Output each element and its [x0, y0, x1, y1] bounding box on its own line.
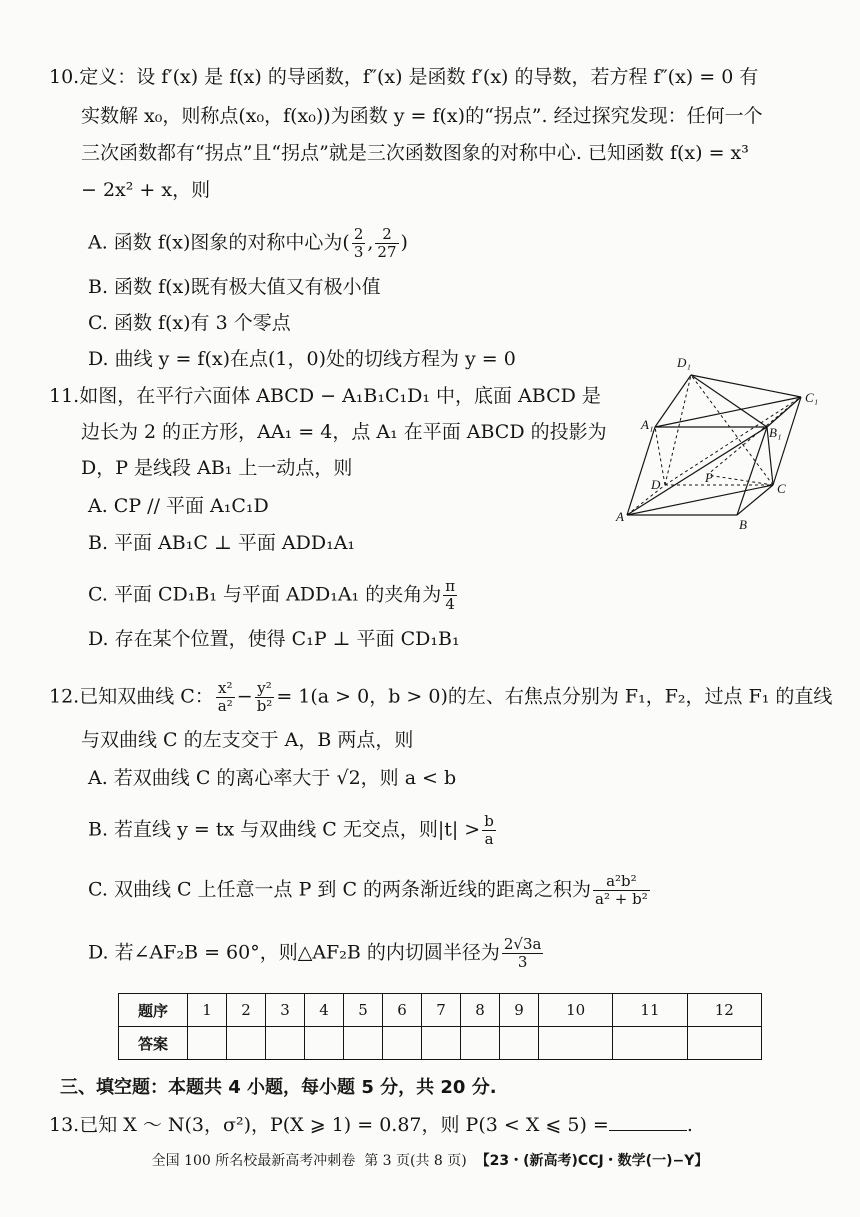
frac-denominator: a²: [217, 697, 233, 715]
parallelepiped-figure: [615, 355, 845, 535]
table-number-cell: 8: [461, 994, 500, 1027]
label-D: D: [651, 477, 661, 492]
table-number-cell: 5: [344, 994, 383, 1027]
label-D1: D₁: [677, 355, 691, 370]
q11-number: 11.: [49, 385, 80, 407]
q12-frac-x: [216, 680, 235, 715]
q11-line2: 边长为 2 的正方形，AA₁ = 4，点 A₁ 在平面 ABCD 的投影为: [81, 421, 607, 443]
q13-period: .: [686, 1114, 693, 1136]
label-B: B: [739, 517, 747, 532]
table-number-cell: 2: [227, 994, 266, 1027]
frac-numerator: x²: [216, 680, 235, 698]
table-number-cell: 11: [613, 994, 687, 1027]
q12-option-d-text: D. 若∠AF₂B = 60°，则△AF₂B 的内切圆半径为: [88, 941, 500, 964]
frac-denominator: a² + b²: [595, 890, 648, 908]
frac-denominator: 27: [377, 243, 397, 261]
q11-text-1: 如图，在平行六面体 ABCD − A₁B₁C₁D₁ 中，底面 ABCD 是: [79, 385, 601, 407]
q12-option-b: [88, 813, 498, 848]
segment-A1C1: [655, 397, 801, 427]
hidden-segment-CP: [707, 475, 773, 485]
answer-table-answer-row: [119, 1027, 762, 1060]
answer-cell[interactable]: [539, 1027, 613, 1060]
q11-option-a: A. CP // 平面 A₁C₁D: [88, 495, 269, 517]
q12-text-1b: = 1(a > 0，b > 0)的左、右焦点分别为 F₁，F₂，过点 F₁ 的直线: [276, 685, 833, 708]
footer-code: 【23・(新高考)CCJ・数学(一)−Y】: [475, 1153, 709, 1169]
q12-option-d-frac: [502, 936, 544, 971]
frac-denominator: b²: [256, 697, 273, 715]
q10-option-b: B. 函数 f(x)既有极大值又有极小值: [88, 276, 381, 298]
segment-AB1: [627, 427, 767, 515]
table-number-cell: 7: [422, 994, 461, 1027]
label-A1: A₁: [641, 417, 654, 432]
table-number-cell: 6: [383, 994, 422, 1027]
label-A: A: [616, 509, 624, 524]
hidden-segment-DC1: [665, 397, 801, 485]
q11-line3: D，P 是线段 AB₁ 上一动点，则: [81, 457, 353, 479]
edge-AA1: [627, 427, 655, 515]
q12-option-c-text: C. 双曲线 C 上任意一点 P 到 C 的两条渐近线的距离之积为: [88, 878, 592, 901]
q10-option-a-text: A. 函数 f(x)图象的对称中心为(: [88, 231, 350, 254]
answer-cell[interactable]: [344, 1027, 383, 1060]
q10-line2: 实数解 x₀，则称点(x₀，f(x₀))为函数 y = f(x)的“拐点”. 经过探究发现：任何一个: [81, 105, 763, 127]
answer-cell[interactable]: [461, 1027, 500, 1060]
q13-number: 13.: [49, 1114, 80, 1136]
q10-number: 10.: [49, 66, 80, 88]
q10-line1: [49, 64, 758, 90]
table-header-question-no: 题序: [119, 994, 188, 1027]
table-header-answer: 答案: [119, 1027, 188, 1060]
q11-option-d: D. 存在某个位置，使得 C₁P ⊥ 平面 CD₁B₁: [88, 628, 460, 650]
frac-numerator: a²b²: [593, 873, 650, 891]
table-number-cell: 3: [266, 994, 305, 1027]
label-C: C: [777, 481, 786, 496]
table-number-cell: 1: [188, 994, 227, 1027]
answer-cell[interactable]: [422, 1027, 461, 1060]
q12-option-c: [88, 873, 652, 908]
hidden-segment-CD1: [691, 375, 773, 485]
q12-number: 12.: [49, 685, 80, 708]
q10-option-a-frac1: [352, 226, 366, 261]
frac-denominator: 4: [445, 595, 455, 613]
q11-option-c-frac: [443, 578, 457, 613]
answer-table: [118, 993, 762, 1060]
q10-option-a: A. 函数 f(x)图象的对称中心为( $\frac{2}{3}$ , $\frac{2}{27}$ ): [88, 225, 408, 261]
q12-option-b-frac: [482, 813, 496, 848]
q10-option-c: C. 函数 f(x)有 3 个零点: [88, 312, 291, 334]
q13-text: 已知 X ～ N(3，σ²)，P(X ⩾ 1) = 0.87，则 P(3 < X ⩽ 5) =: [79, 1114, 609, 1136]
label-C1: C₁: [805, 390, 819, 405]
label-P: P: [705, 470, 713, 485]
table-number-cell: 4: [305, 994, 344, 1027]
segment-AC: [627, 485, 773, 515]
q12-minus: −: [236, 685, 253, 708]
q11-option-c-text: C. 平面 CD₁B₁ 与平面 ADD₁A₁ 的夹角为: [88, 583, 442, 606]
answer-cell[interactable]: [500, 1027, 539, 1060]
q10-option-a-frac2: [375, 226, 398, 261]
frac-denominator: 3: [353, 243, 364, 261]
answer-cell[interactable]: [227, 1027, 266, 1060]
section-3-heading: 三、填空题：本题共 4 小题，每小题 5 分，共 20 分.: [60, 1077, 497, 1098]
q12-option-d: [88, 936, 545, 971]
page-footer: [0, 1150, 860, 1170]
answer-cell[interactable]: [383, 1027, 422, 1060]
frac-numerator: y²: [255, 680, 275, 698]
q10-line4: − 2x² + x，则: [81, 179, 211, 201]
q13-line: [49, 1112, 693, 1138]
frac-numerator: b: [484, 812, 494, 830]
footer-source: 全国 100 所名校最新高考冲刺卷: [151, 1153, 356, 1169]
frac-numerator: π: [445, 577, 456, 595]
frac-denominator: 3: [517, 953, 528, 971]
q10-text-1: 定义：设 f′(x) 是 f(x) 的导函数，f″(x) 是函数 f′(x) 的导数，若方程 f″(x) = 0 有: [79, 66, 759, 88]
q12-option-b-text: B. 若直线 y = tx 与双曲线 C 无交点，则|t| >: [88, 818, 481, 841]
q12-option-a: A. 若双曲线 C 的离心率大于 √2，则 a < b: [88, 767, 457, 789]
hidden-edge-DD1: [665, 375, 691, 485]
frac-numerator: 2: [353, 225, 364, 243]
q12-line2: 与双曲线 C 的左支交于 A，B 两点，则: [81, 729, 414, 751]
q12-option-c-frac: [593, 873, 650, 908]
frac-numerator: 2√3a: [503, 935, 542, 953]
answer-cell[interactable]: [266, 1027, 305, 1060]
answer-table-header-row: [119, 994, 762, 1027]
edge-A1D1: [655, 375, 691, 427]
q12-frac-y: [255, 680, 275, 715]
q13-answer-blank[interactable]: [609, 1112, 687, 1131]
q11-line1: [49, 383, 601, 409]
table-number-cell: 12: [687, 994, 761, 1027]
q11-option-b: B. 平面 AB₁C ⊥ 平面 ADD₁A₁: [88, 532, 356, 554]
answer-cell[interactable]: [305, 1027, 344, 1060]
q11-option-c: [88, 578, 459, 613]
footer-page-number: 第 3 页(共 8 页): [364, 1153, 467, 1169]
edge-CC1: [773, 397, 801, 485]
answer-cell[interactable]: [687, 1027, 761, 1060]
q10-line3: 三次函数都有“拐点”且“拐点”就是三次函数图象的对称中心. 已知函数 f(x) = x³: [81, 142, 749, 164]
table-number-cell: 9: [500, 994, 539, 1027]
frac-numerator: 2: [375, 226, 398, 244]
q12-text-1a: 已知双曲线 C：: [79, 685, 214, 708]
table-number-cell: 10: [539, 994, 613, 1027]
q10-option-d: D. 曲线 y = f(x)在点(1，0)处的切线方程为 y = 0: [88, 348, 516, 370]
answer-cell[interactable]: [188, 1027, 227, 1060]
frac-denominator: a: [484, 830, 494, 848]
q12-line1: [49, 680, 832, 715]
answer-cell[interactable]: [613, 1027, 687, 1060]
label-B1: B₁: [769, 425, 782, 440]
